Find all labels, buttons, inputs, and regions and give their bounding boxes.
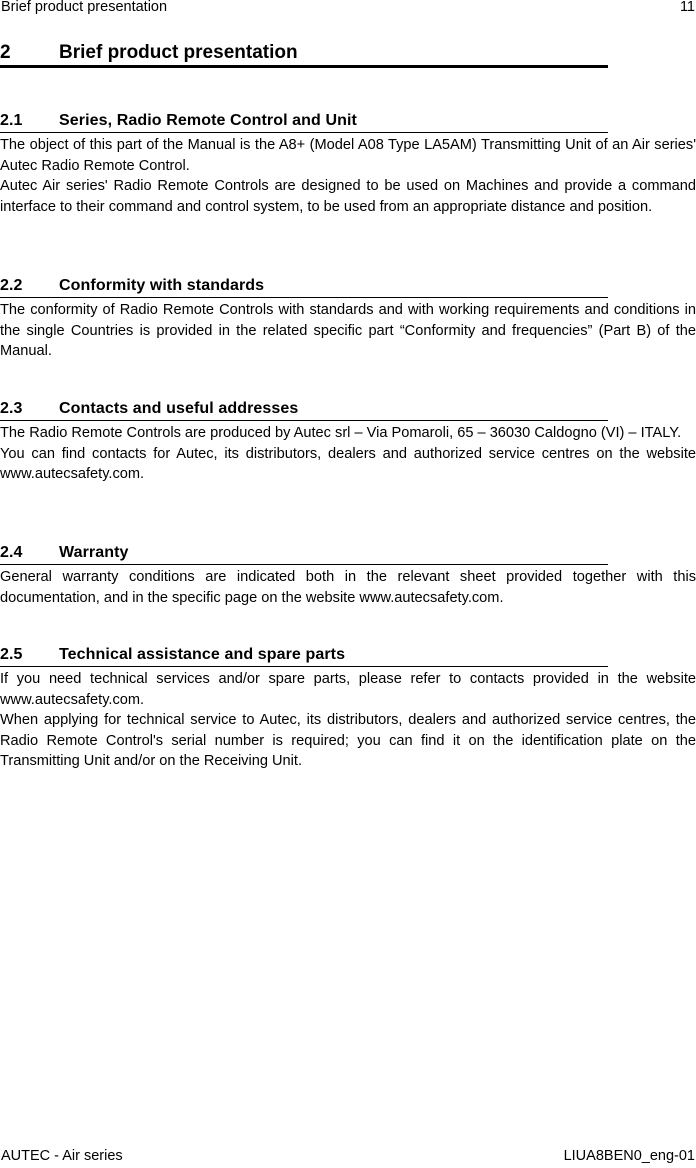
section-warranty xyxy=(0,543,696,608)
section-body xyxy=(0,135,696,217)
section-heading xyxy=(0,645,608,667)
section-body xyxy=(0,300,696,362)
running-footer xyxy=(1,1148,695,1168)
section-number: 2.4 xyxy=(0,544,23,561)
section-number: 2.1 xyxy=(0,112,23,129)
section-title: Warranty xyxy=(59,544,129,561)
section-number: 2.3 xyxy=(0,400,23,417)
paragraph: You can find contacts for Autec, its distributors, dealers and authorized service centres on the website www.autecsafety.com. xyxy=(0,445,696,483)
section-heading xyxy=(0,111,608,133)
section-body xyxy=(0,423,696,485)
section-technical-assistance xyxy=(0,645,696,772)
section-heading xyxy=(0,543,608,565)
section-number: 2.2 xyxy=(0,277,23,294)
section-number: 2.5 xyxy=(0,646,23,663)
page-number: 11 xyxy=(679,0,695,15)
paragraph: If you need technical services and/or spare parts, please refer to contacts provided in the website www.autecsafety.com. xyxy=(0,671,696,708)
section-conformity xyxy=(0,276,696,362)
section-title: Conformity with standards xyxy=(59,277,265,294)
section-title: Contacts and useful addresses xyxy=(59,400,299,417)
running-header xyxy=(1,0,695,19)
section-title: Series, Radio Remote Control and Unit xyxy=(59,112,357,129)
footer-document-code: LIUA8BEN0_eng-01 xyxy=(563,1148,695,1164)
paragraph: The Radio Remote Controls are produced by Autec srl – Via Pomaroli, 65 – 36030 Caldogno (VI) – ITALY. xyxy=(0,425,682,441)
header-title: Brief product presentation xyxy=(1,0,168,15)
chapter-title: Brief product presentation xyxy=(59,42,298,63)
chapter-heading xyxy=(0,41,608,68)
section-contacts xyxy=(0,399,696,485)
paragraph: The object of this part of the Manual is the A8+ (Model A08 Type LA5AM) Transmitting Unit of an Air series' Autec Radio Remote Control. xyxy=(0,137,696,174)
paragraph: General warranty conditions are indicated both in the relevant sheet provided together with this documentation, and in the specific page on the website www.autecsafety.com. xyxy=(0,569,696,606)
section-series xyxy=(0,111,696,217)
section-title: Technical assistance and spare parts xyxy=(59,646,346,663)
paragraph: The conformity of Radio Remote Controls with standards and with working requirements and conditions in the single Countries is provided in the related specific part “Conformity and frequencies” (Part B) of the Manual. xyxy=(0,302,696,360)
paragraph: Autec Air series' Radio Remote Controls are designed to be used on Machines and provide a command interface to their command and control system, to be used from an appropriate distance and position. xyxy=(0,178,696,215)
section-body xyxy=(0,567,696,608)
chapter-number: 2 xyxy=(0,42,11,63)
footer-product: AUTEC - Air series xyxy=(1,1148,123,1164)
section-body xyxy=(0,669,696,772)
section-heading xyxy=(0,276,608,298)
paragraph: When applying for technical service to Autec, its distributors, dealers and authorized service centres, the Radio Remote Control's serial number is required; you can find it on the identification plate on the Transmitting Unit and/or on the Receiving Unit. xyxy=(0,712,696,770)
section-heading xyxy=(0,399,608,421)
